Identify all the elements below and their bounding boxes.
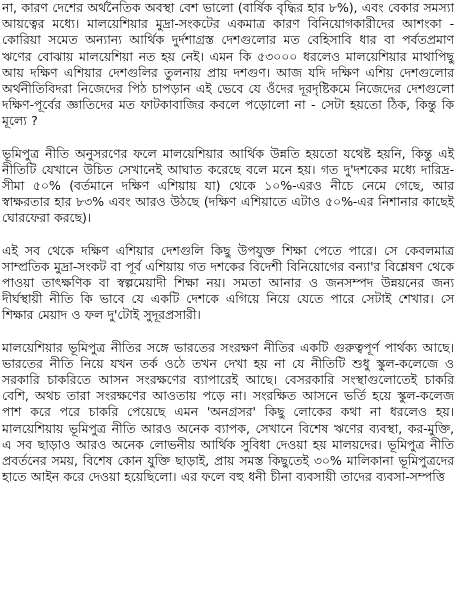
paragraph-india-comparison: মালয়েশিয়ার ভূমিপুত্র নীতির সঙ্গে ভারতের সংরক্ষণ নীতির একটি গুরুত্বপূর্ণ পার্থক্য আছে। ভারতের নীতি নিয়ে যখন তর্ক ওঠে তখন দেখা হয় না যে নীতিটি শুধু স্কুল-কলেজে ও সরকারি চাকরিতে আসন সংরক্ষণের ব্যাপারেই আছে। বেসরকারি সংস্থাগুলোতেই চাকরি বেশি, অথচ তারা সংরক্ষণের আওতায় পড়ে না। সংরক্ষিত আসনে ভর্তি হয়ে স্কুল-কলেজ পাশ করে পরে চাকরি পেয়েছে এমন 'অনগ্রসর' কিছু লোকের কথা না ধরলেও হয়। মালয়েশিয়ায় ভূমিপুত্র নীতি আরও অনেক ব্যাপক, সেখানে বিশেষ ঋণের ব্যবস্থা, কর-মুক্তি, এ সব ছাড়াও আরও অনেক লোভনীয় আর্থিক সুবিধা দেওয়া হয় মালয়দের। ভূমিপুত্র নীতি প্রবর্তনের সময়, বিশেষ কোন যুক্তি ছাড়াই, প্রায় সমস্ত কিছুতেই ৩০% মালিকানা ভূমিপুত্রদের হাতে আইন করে দেওয়া হয়েছিলো। এর ফলে বহু ধনী চীনা ব্যবসায়ী তাদের ব্যবসা-সম্পত্তি (2, 339, 454, 485)
paragraph-bhumiputra-results: ভূমিপুত্র নীতি অনুসরণের ফলে মালয়েশিয়ার আর্থিক উন্নতি হয়তো যথেষ্ট হয়নি, কিন্তু এই নীতিটি যেখানে উচিত সেখানেই আঘাত করেছে বলে মনে হয়। গত দু'দশকের মধ্যে দারিদ্র-সীমা ৫০% (বর্তমানে দক্ষিণ এশিয়ায় যা) থেকে ১০%-এরও নীচে নেমে গেছে, আর স্বাক্ষরতার হার ৮৩% এবং আরও উঠছে (দক্ষিণ এশিয়াতে এটাও ৫০%-এর নিশানার কাছেই ঘোরফেরা করছে)। (2, 145, 454, 226)
paragraph-lessons-south-asia: এই সব থেকে দক্ষিণ এশিয়ার দেশগুলি কিছু উপযুক্ত শিক্ষা পেতে পারে। সে কেবলমাত্র সাম্প্রতিক মুদ্রা-সংকট বা পূর্ব এশিয়ায় গত দশকের বিদেশী বিনিয়োগের বন্যা'র বিশ্লেষণ থেকে পাওয়া তাৎক্ষণিক বা স্বল্পমেয়াদী শিক্ষা নয়। সমতা আনার ও জনসম্পদ উন্নয়নের জন্য দীর্ঘস্থায়ী নীতি কি ভাবে যে একটি দেশকে এগিয়ে নিয়ে যেতে পারে সেটাই শেখার। সে শিক্ষার মেয়াদ ও ফল দু'টোই সুদূরপ্রসারী। (2, 242, 454, 323)
paragraph-economy-comparison: না, কারণ দেশের অর্থনৈতিক অবস্থা বেশ ভালো (বার্ষিক বৃদ্ধির হার ৮%), এবং বেকার সমস্যা আয়ত্বের মধ্যে। মালয়েশিয়ার মুদ্রা-সংকটের একমাত্র কারণ বিনিয়োগকারীদের আশংকা - কোরিয়া সমেত অন্যান্য আর্থিক দুর্দশাগ্রস্ত দেশগুলোর মত বেহিসাবি ধার বা পর্বতপ্রমাণ ঋণের বোঝায় মালয়েশিয়া নত হয় নেই। এমন কি ৫৩০০০ ধরলেও মালয়েশিয়ার মাথাপিছু আয় দক্ষিণ এশিয়ার দেশগুলির তুলনায় প্রায় দশগুণ। আজ যদি দক্ষিণ এশিয় দেশগুলোর অর্থনীতিবিদরা নিজেদের পিঠ চাপড়ান এই ভেবে যে ওঁদের দূরদৃষ্টিকমে নিজেদের দেশগুলো দক্ষিণ-পূর্বের জ্ঞাতিদের মত ফাটকাবাজির কবলে পড়োলো না - সেটা হয়তো ঠিক, কিন্তু কি মূল্যে ? (2, 0, 454, 129)
document-page (2, 0, 454, 485)
